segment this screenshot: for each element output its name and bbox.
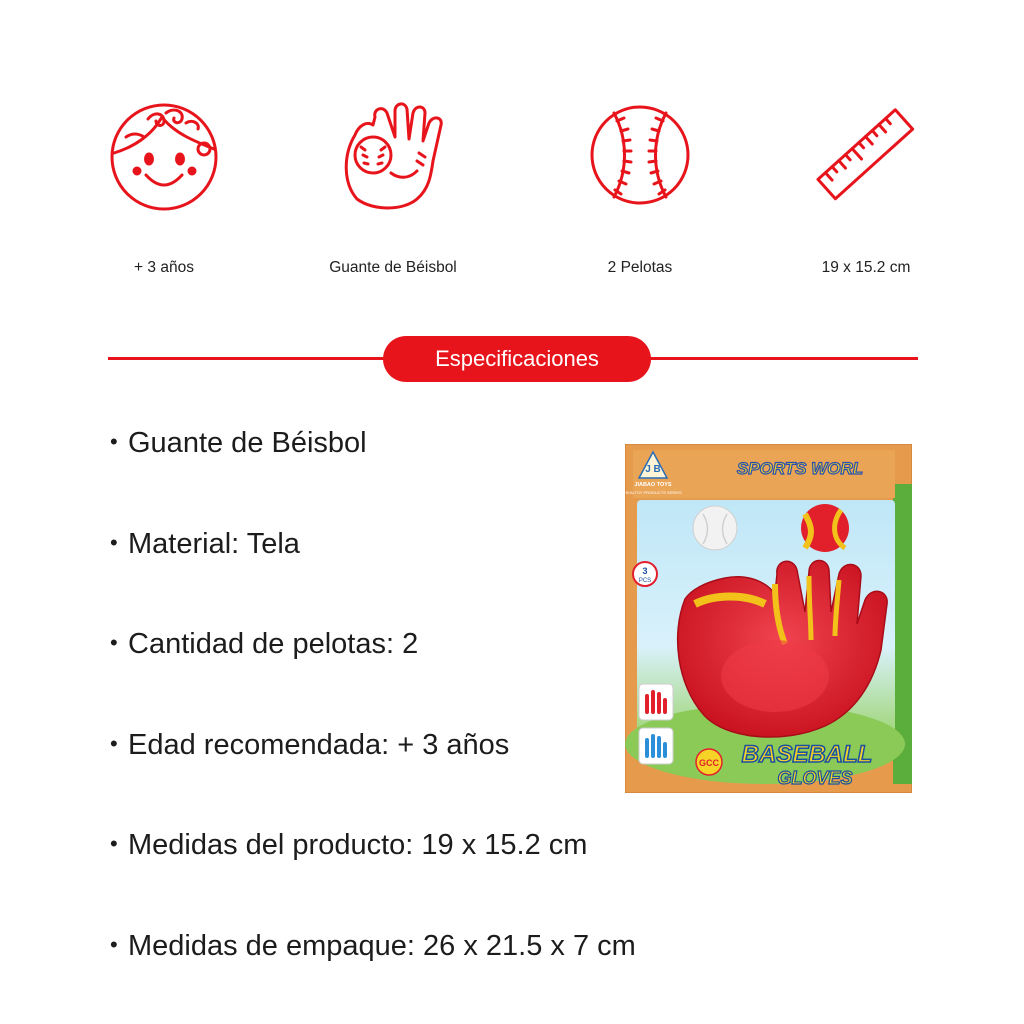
list-item: • Edad recomendada: + 3 años [110,728,510,761]
feature-balls [540,95,740,277]
box-title-line1: BASEBALL [741,741,873,768]
list-item: • Medidas de empaque: 26 x 21.5 x 7 cm [110,929,636,962]
list-item: • Guante de Béisbol [110,427,367,459]
svg-text:PCS: PCS [638,578,652,584]
list-item: • Material: Tela [110,527,300,560]
feature-size-label: 19 x 15.2 cm [821,259,911,276]
svg-text:GCC: GCC [699,758,719,768]
list-item: • Medidas del producto: 19 x 15.2 cm [110,829,588,861]
baseball-glove-icon [333,95,453,215]
feature-row [0,95,1024,285]
ruler-icon [806,95,926,215]
svg-text:J B: J B [645,464,661,475]
feature-age [64,95,264,277]
list-item: • Cantidad de pelotas: 2 [110,628,419,660]
brand-tagline: HEALTHY PRODUCTS SERIES [625,490,682,495]
product-box-illustration [625,444,912,793]
specs-title: Especificaciones [383,336,651,382]
specs-list [110,420,636,1023]
feature-balls-label: 2 Pelotas [607,259,673,276]
box-headline: SPORTS WORL [736,459,864,478]
child-face-icon [104,95,224,215]
brand-name: JIABAO TOYS [634,482,672,488]
feature-glove-label: Guante de Béisbol [329,259,457,276]
svg-text:3: 3 [642,566,648,576]
product-image [625,444,912,793]
feature-glove [293,95,493,277]
feature-size [766,95,966,277]
baseball-icon [580,95,700,215]
box-title-line2: GLOVES [777,768,853,788]
feature-age-label: + 3 años [134,259,194,276]
